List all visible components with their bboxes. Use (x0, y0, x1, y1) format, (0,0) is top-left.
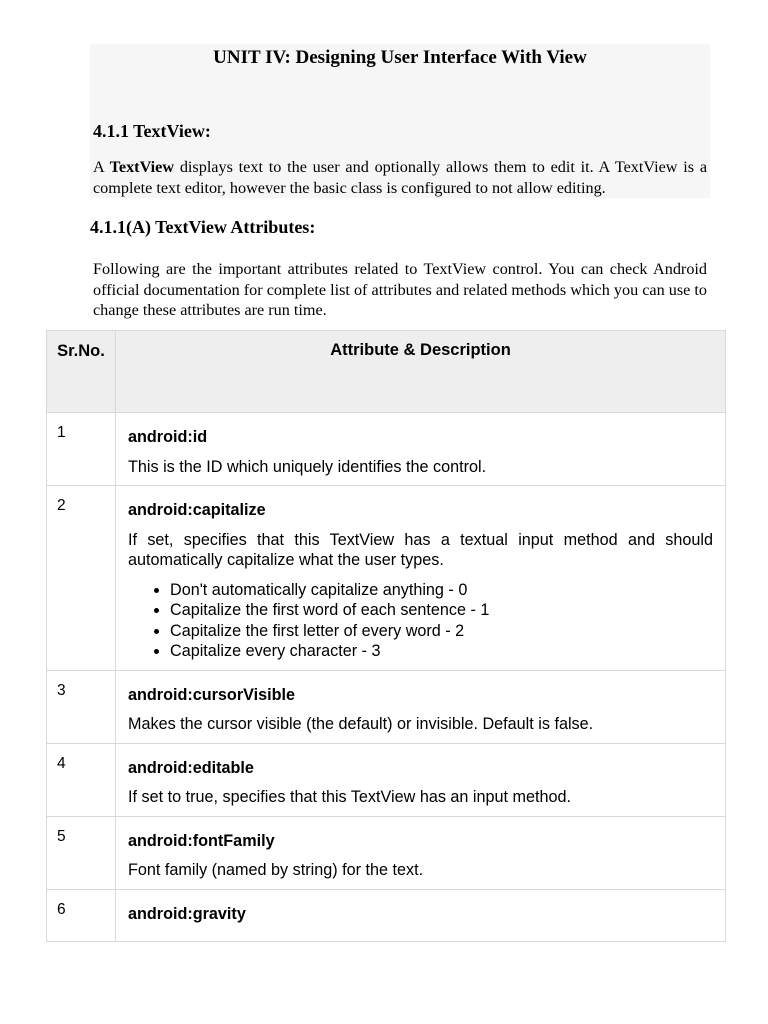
table-row (47, 413, 726, 486)
attribute-name: android:cursorVisible (128, 685, 296, 704)
row-number: 3 (47, 670, 116, 743)
row-number: 2 (47, 486, 116, 671)
attribute-name: android:fontFamily (128, 831, 275, 850)
list-item: • Capitalize the first word of each sentence - 1 (170, 600, 713, 621)
table-row (47, 486, 726, 671)
section-heading-textview: 4.1.1 TextView: (93, 121, 211, 141)
attributes-intro-paragraph: Following are the important attributes related to TextView control. You can check Android official documentation for complete list of attributes and related methods which you can use to change these attributes are run time. (93, 260, 707, 319)
attribute-description: Makes the cursor visible (the default) or invisible. Default is false. (128, 715, 594, 733)
attributes-table (46, 330, 726, 942)
intro-rest: displays text to the user and optionally allows them to edit it. A TextView is a complete text editor, however the basic class is configured to not allow editing. (93, 158, 708, 197)
col-header-srno: Sr.No. (47, 331, 116, 413)
list-item: • Capitalize the first letter of every word - 2 (170, 621, 713, 642)
table-row (47, 889, 726, 942)
capitalize-options-list (128, 580, 713, 662)
attribute-name: android:id (128, 428, 208, 446)
row-description-cell (116, 816, 726, 889)
row-description-cell (116, 413, 726, 486)
row-number: 4 (47, 743, 116, 816)
intro-prefix: A (93, 158, 110, 176)
table-row (47, 816, 726, 889)
unit-title: UNIT IV: Designing User Interface With View (213, 47, 587, 68)
col-header-attribute: Attribute & Description (116, 331, 726, 413)
intro-bold-term: TextView (109, 158, 175, 176)
row-number: 6 (47, 889, 116, 942)
row-description-cell (116, 889, 726, 942)
row-description-cell (116, 743, 726, 816)
row-description-cell (116, 486, 726, 671)
row-number: 5 (47, 816, 116, 889)
attribute-name: android:editable (128, 758, 254, 777)
attribute-name: android:gravity (128, 904, 246, 923)
row-description-cell (116, 670, 726, 743)
table-header-row (47, 331, 726, 413)
table-row (47, 670, 726, 743)
list-item: • Capitalize every character - 3 (170, 641, 713, 662)
attribute-description: This is the ID which uniquely identifies the control. (128, 457, 487, 476)
list-item: • Don't automatically capitalize anything - 0 (170, 580, 713, 601)
attribute-name: android:capitalize (128, 501, 266, 519)
attribute-description: If set to true, specifies that this TextView has an input method. (128, 788, 572, 806)
section-heading-attributes: 4.1.1(A) TextView Attributes: (90, 217, 316, 237)
attribute-description: If set, specifies that this TextView has a textual input method and should automatically capitalize what the user types. (128, 530, 713, 569)
textview-intro-paragraph (93, 157, 707, 198)
table-row (47, 743, 726, 816)
row-number: 1 (47, 413, 116, 486)
attribute-description: Font family (named by string) for the text. (128, 861, 424, 879)
